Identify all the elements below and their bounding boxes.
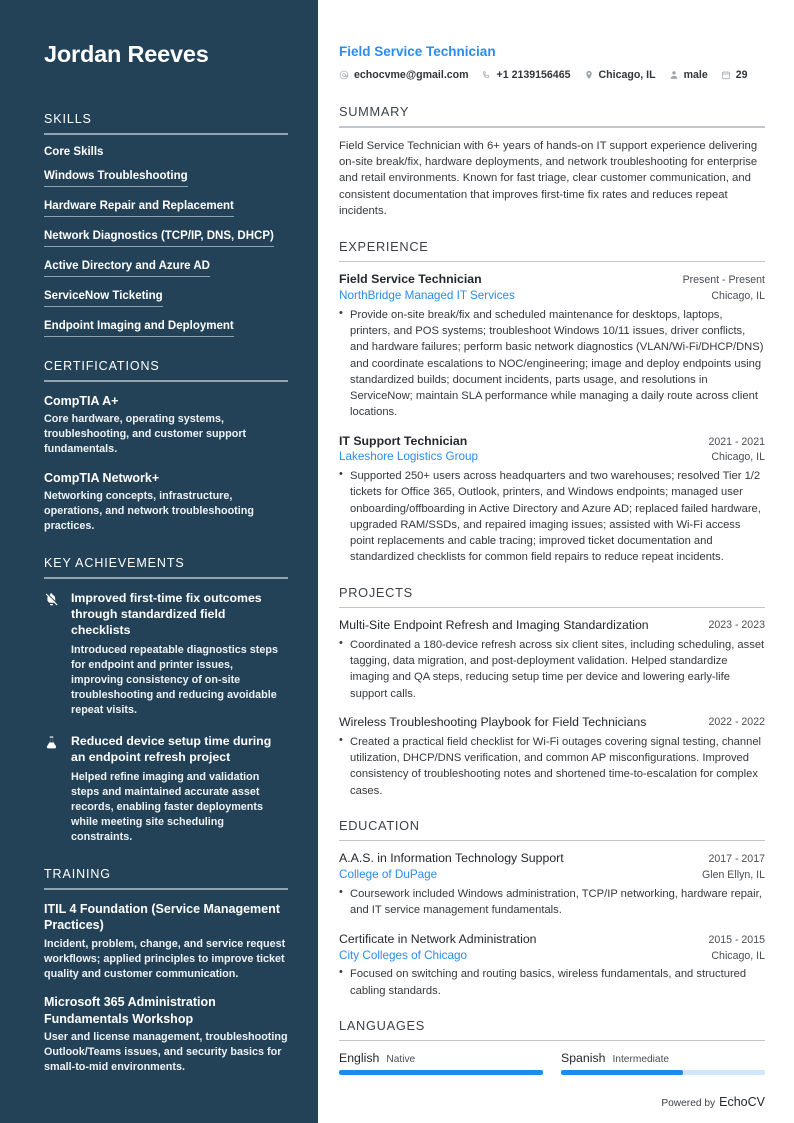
skills-divider <box>44 133 288 135</box>
experience-title-row <box>339 434 765 450</box>
skill-label: Hardware Repair and Replacement <box>44 200 234 217</box>
training-item <box>44 901 288 981</box>
education-bullets <box>339 966 765 998</box>
language-name: English <box>339 1051 380 1066</box>
skill-label: ServiceNow Ticketing <box>44 290 163 307</box>
language-header <box>339 1051 543 1065</box>
section-projects <box>339 585 765 799</box>
language-level: Native <box>386 1054 416 1066</box>
bell-slash-icon <box>44 590 61 718</box>
certification-item <box>44 470 288 534</box>
certification-name: CompTIA Network+ <box>44 471 160 486</box>
project-name: Multi-Site Endpoint Refresh and Imaging Standardization <box>339 618 649 633</box>
project-title-row <box>339 618 765 634</box>
education-title-row <box>339 932 765 948</box>
education-school-row <box>339 867 765 883</box>
project-entry <box>339 715 765 799</box>
language-header <box>561 1051 765 1065</box>
experience-dates: Present - Present <box>682 274 765 287</box>
education-school-row <box>339 948 765 964</box>
achievements-divider <box>44 577 288 579</box>
flask-icon <box>44 733 61 845</box>
project-title-row <box>339 715 765 731</box>
summary-divider <box>339 126 765 128</box>
experience-bullet: • Provide on-site break/fix and scheduled maintenance for desktops, laptops, printers, and POS systems; troubleshoot Windows 10/11 issues, driver conflicts, and hardware failures; perform basic network diagnostics (VLAN/Wi-Fi/DHCP/DNS) and coordinate escalations to NOC/engineering; image and deploy endpoints using standardized builds; document incidents, parts usage, and resolutions in ServiceNow; maintain SLA performance while managing a daily route across client locations. <box>339 307 765 421</box>
training-description: User and license management, troubleshooting Outlook/Teams issues, and security basics for small-to-mid environments. <box>44 1030 288 1073</box>
certification-item <box>44 393 288 457</box>
location-pin-icon <box>584 70 594 80</box>
contact-email[interactable] <box>339 68 469 82</box>
training-section-title: TRAINING <box>44 867 111 882</box>
education-dates: 2015 - 2015 <box>708 933 765 946</box>
language-proficiency-bar <box>561 1070 765 1075</box>
skill-label: Endpoint Imaging and Deployment <box>44 320 234 337</box>
experience-section-title: EXPERIENCE <box>339 238 429 254</box>
experience-role: Field Service Technician <box>339 272 482 287</box>
training-divider <box>44 888 288 890</box>
education-school[interactable]: College of DuPage <box>339 868 438 882</box>
skill-item <box>44 286 288 307</box>
languages-section-title: LANGUAGES <box>339 1017 425 1033</box>
project-name: Wireless Troubleshooting Playbook for Field Technicians <box>339 714 647 729</box>
education-dates: 2017 - 2017 <box>708 853 765 866</box>
project-bullet: • Coordinated a 180-device refresh across six client sites, including scheduling, asset tagging, data migration, and post-deployment validation. Helped standardize imaging and QA steps, reducing setup time per device and lowering early-life support calls. <box>339 637 765 702</box>
skill-label: Windows Troubleshooting <box>44 170 188 187</box>
section-summary <box>339 104 765 220</box>
sidebar-section-certifications <box>44 359 288 534</box>
sidebar-section-skills <box>44 112 288 337</box>
job-headline: Field Service Technician <box>339 44 496 59</box>
experience-company-row <box>339 288 765 304</box>
footer-powered-by: Powered by <box>661 1098 716 1109</box>
achievement-text <box>71 590 288 718</box>
education-bullets <box>339 886 765 918</box>
achievement-text <box>71 733 288 845</box>
experience-entry <box>339 272 765 420</box>
experience-role: IT Support Technician <box>339 433 468 448</box>
section-education <box>339 818 765 999</box>
training-item <box>44 994 288 1074</box>
project-bullet: • Created a practical field checklist for Wi-Fi outages covering signal testing, channel utilization, DHCP/DNS verification, and common AP misconfigurations. Improved consistency of troubleshooting notes and shortened time-to-escalation for complex cases. <box>339 734 765 799</box>
calendar-icon <box>721 70 731 80</box>
skills-group-label: Core Skills <box>44 146 104 159</box>
project-dates: 2022 - 2022 <box>708 716 765 729</box>
skill-item <box>44 166 288 187</box>
achievement-item <box>44 733 288 845</box>
section-languages <box>339 1018 765 1076</box>
person-icon <box>669 70 679 80</box>
skill-item <box>44 256 288 277</box>
experience-bullets <box>339 307 765 421</box>
education-location: Glen Ellyn, IL <box>701 869 765 882</box>
contact-phone[interactable] <box>482 68 571 82</box>
candidate-name: Jordan Reeves <box>44 41 209 67</box>
skills-list <box>44 166 288 337</box>
language-proficiency-fill <box>561 1070 683 1075</box>
email-icon <box>339 70 349 80</box>
education-degree: Certificate in Network Administration <box>339 931 537 946</box>
experience-bullets <box>339 468 765 565</box>
project-bullets <box>339 637 765 702</box>
training-name: ITIL 4 Foundation (Service Management Practices) <box>44 902 280 933</box>
experience-location: Chicago, IL <box>711 451 765 464</box>
achievement-item <box>44 590 288 718</box>
experience-company-row <box>339 449 765 465</box>
experience-divider <box>339 261 765 263</box>
achievement-description: Introduced repeatable diagnostics steps for endpoint and printer issues, improving consistency of on-site troubleshooting and reducing avoidable repeat visits. <box>71 643 278 717</box>
experience-location: Chicago, IL <box>711 290 765 303</box>
main-column <box>318 0 794 1123</box>
education-section-title: EDUCATION <box>339 817 420 833</box>
language-item <box>561 1051 765 1075</box>
language-proficiency-bar <box>339 1070 543 1075</box>
training-name: Microsoft 365 Administration Fundamentals Workshop <box>44 995 216 1026</box>
certifications-divider <box>44 380 288 382</box>
project-dates: 2023 - 2023 <box>708 619 765 632</box>
contact-location[interactable] <box>584 68 656 82</box>
section-experience <box>339 239 765 566</box>
contact-gender[interactable] <box>669 68 708 82</box>
language-item <box>339 1051 543 1075</box>
achievement-description: Helped refine imaging and validation steps and maintained accurate asset records, enabling faster deployments while meeting site scheduling constraints. <box>71 770 263 844</box>
skill-item <box>44 226 288 247</box>
sidebar <box>0 0 318 1123</box>
skill-item <box>44 316 288 337</box>
projects-divider <box>339 607 765 609</box>
education-entry <box>339 932 765 999</box>
language-name: Spanish <box>561 1051 606 1066</box>
experience-company[interactable]: Lakeshore Logistics Group <box>339 450 479 464</box>
education-entry <box>339 851 765 918</box>
education-title-row <box>339 851 765 867</box>
certification-name: CompTIA A+ <box>44 394 119 409</box>
language-level: Intermediate <box>612 1054 670 1066</box>
certification-description: Networking concepts, infrastructure, operations, and network troubleshooting practices. <box>44 490 254 533</box>
language-proficiency-fill <box>339 1070 543 1075</box>
education-school[interactable]: City Colleges of Chicago <box>339 948 467 962</box>
experience-title-row <box>339 272 765 288</box>
project-entry <box>339 618 765 702</box>
contact-location-value: Chicago, IL <box>598 69 656 81</box>
education-degree: A.A.S. in Information Technology Support <box>339 851 564 866</box>
project-bullets <box>339 734 765 799</box>
skill-label: Active Directory and Azure AD <box>44 260 210 277</box>
skill-label: Network Diagnostics (TCP/IP, DNS, DHCP) <box>44 230 274 247</box>
skills-section-title: SKILLS <box>44 112 92 127</box>
footer <box>661 1095 765 1109</box>
experience-entry <box>339 434 765 566</box>
achievement-title: Reduced device setup time during an endpoint refresh project <box>71 734 272 765</box>
summary-text: Field Service Technician with 6+ years of hands-on IT support experience delivering on-site break/fix, hardware deployments, and network troubleshooting for enterprise and retail environments. Known for fast triage, clear customer communication, and consistent documentation that improves first-time fix rates and reduces repeat incidents. <box>339 139 758 218</box>
contact-list <box>339 68 765 82</box>
achievement-title: Improved first-time fix outcomes through standardized field checklists <box>71 591 262 638</box>
contact-age-value: 29 <box>735 69 748 81</box>
skill-item <box>44 196 288 217</box>
contact-gender-value: male <box>683 69 708 81</box>
experience-bullet: • Supported 250+ users across headquarters and two warehouses; resolved Tier 1/2 tickets for Office 365, Outlook, printers, and Windows endpoints; managed user onboarding/offboarding in Active Directory and Azure AD; replaced failed hardware, upgraded RAM/SSDs, and repaired imaging issues; assisted with Wi-Fi access point replacements and cable tracing; improved ticket documentation and standardized checklists for common field repairs to reduce repeat incidents. <box>339 468 765 565</box>
experience-company[interactable]: NorthBridge Managed IT Services <box>339 289 515 303</box>
sidebar-section-training <box>44 867 288 1074</box>
phone-icon <box>482 70 492 80</box>
summary-section-title: SUMMARY <box>339 104 410 119</box>
contact-email-value: echocvme@gmail.com <box>354 69 469 81</box>
education-bullet: • Focused on switching and routing basics, wireless fundamentals, and structured cabling standards. <box>339 966 765 998</box>
projects-section-title: PROJECTS <box>339 584 413 600</box>
certifications-section-title: CERTIFICATIONS <box>44 359 160 374</box>
education-divider <box>339 840 765 842</box>
experience-dates: 2021 - 2021 <box>708 435 765 448</box>
certification-description: Core hardware, operating systems, troubleshooting, and customer support fundamentals. <box>44 413 247 456</box>
education-bullet: • Coursework included Windows administration, TCP/IP networking, hardware repair, and IT service management fundamentals. <box>339 886 765 918</box>
languages-list <box>339 1051 765 1075</box>
footer-brand: EchoCV <box>719 1095 765 1109</box>
contact-phone-value: +1 2139156465 <box>496 69 571 81</box>
achievements-section-title: KEY ACHIEVEMENTS <box>44 556 185 571</box>
training-description: Incident, problem, change, and service request workflows; applied principles to improve ticket quality and customer communication. <box>44 937 286 980</box>
languages-divider <box>339 1040 765 1042</box>
contact-age[interactable] <box>721 68 748 82</box>
education-location: Chicago, IL <box>711 949 765 962</box>
sidebar-section-achievements <box>44 556 288 845</box>
